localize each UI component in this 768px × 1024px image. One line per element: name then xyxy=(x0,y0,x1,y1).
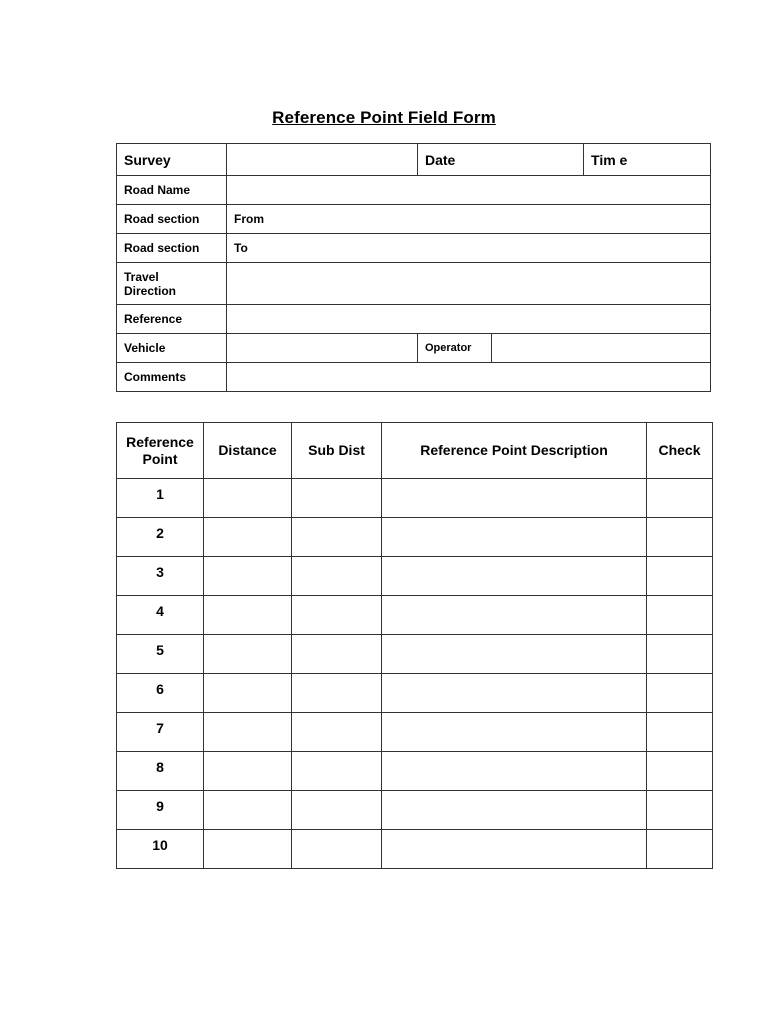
travel-direction-label-line1: Travel xyxy=(124,269,159,284)
table-row xyxy=(117,479,713,518)
distance-cell[interactable] xyxy=(204,713,292,752)
check-cell[interactable] xyxy=(647,830,713,869)
time-label: Tim e xyxy=(584,144,711,176)
description-cell[interactable] xyxy=(382,713,647,752)
vehicle-field[interactable] xyxy=(227,334,418,363)
reference-points-table xyxy=(116,422,713,869)
table-row xyxy=(117,635,713,674)
table-row xyxy=(117,596,713,635)
vehicle-label: Vehicle xyxy=(117,334,227,363)
survey-label: Survey xyxy=(117,144,227,176)
travel-direction-field[interactable] xyxy=(227,263,711,305)
reference-point-number: 4 xyxy=(117,596,204,635)
road-section-from-label: Road section xyxy=(117,205,227,234)
check-cell[interactable] xyxy=(647,635,713,674)
description-cell[interactable] xyxy=(382,557,647,596)
check-cell[interactable] xyxy=(647,596,713,635)
check-cell[interactable] xyxy=(647,518,713,557)
description-header: Reference Point Description xyxy=(382,423,647,479)
road-section-from-field[interactable]: From xyxy=(227,205,711,234)
table-row xyxy=(117,830,713,869)
reference-point-number: 6 xyxy=(117,674,204,713)
reference-point-header-line2: Point xyxy=(142,450,178,467)
road-section-to-label: Road section xyxy=(117,234,227,263)
date-label: Date xyxy=(418,144,584,176)
distance-cell[interactable] xyxy=(204,635,292,674)
operator-field[interactable] xyxy=(492,334,711,363)
sub-dist-cell[interactable] xyxy=(292,830,382,869)
distance-cell[interactable] xyxy=(204,674,292,713)
distance-cell[interactable] xyxy=(204,557,292,596)
sub-dist-cell[interactable] xyxy=(292,518,382,557)
distance-cell[interactable] xyxy=(204,518,292,557)
table-row xyxy=(117,752,713,791)
travel-direction-label-line2: Direction xyxy=(124,283,177,298)
distance-cell[interactable] xyxy=(204,830,292,869)
table-row xyxy=(117,518,713,557)
survey-field[interactable] xyxy=(227,144,418,176)
page-title: Reference Point Field Form xyxy=(272,108,496,127)
table-row xyxy=(117,674,713,713)
check-header: Check xyxy=(647,423,713,479)
reference-label: Reference xyxy=(117,305,227,334)
description-cell[interactable] xyxy=(382,830,647,869)
description-cell[interactable] xyxy=(382,596,647,635)
check-cell[interactable] xyxy=(647,479,713,518)
distance-header: Distance xyxy=(204,423,292,479)
road-section-to-field[interactable]: To xyxy=(227,234,711,263)
check-cell[interactable] xyxy=(647,752,713,791)
table-row xyxy=(117,791,713,830)
reference-point-number: 10 xyxy=(117,830,204,869)
description-cell[interactable] xyxy=(382,479,647,518)
distance-cell[interactable] xyxy=(204,596,292,635)
reference-point-number: 9 xyxy=(117,791,204,830)
distance-cell[interactable] xyxy=(204,752,292,791)
distance-cell[interactable] xyxy=(204,791,292,830)
description-cell[interactable] xyxy=(382,635,647,674)
distance-cell[interactable] xyxy=(204,479,292,518)
comments-label: Comments xyxy=(117,363,227,392)
description-cell[interactable] xyxy=(382,674,647,713)
sub-dist-cell[interactable] xyxy=(292,596,382,635)
reference-point-number: 7 xyxy=(117,713,204,752)
sub-dist-cell[interactable] xyxy=(292,557,382,596)
table-row xyxy=(117,557,713,596)
road-name-label: Road Name xyxy=(117,176,227,205)
reference-point-number: 1 xyxy=(117,479,204,518)
road-name-field[interactable] xyxy=(227,176,711,205)
reference-point-header xyxy=(117,423,204,479)
reference-field[interactable] xyxy=(227,305,711,334)
reference-points-body xyxy=(117,479,713,869)
check-cell[interactable] xyxy=(647,557,713,596)
check-cell[interactable] xyxy=(647,674,713,713)
description-cell[interactable] xyxy=(382,791,647,830)
check-cell[interactable] xyxy=(647,713,713,752)
description-cell[interactable] xyxy=(382,752,647,791)
sub-dist-cell[interactable] xyxy=(292,791,382,830)
sub-dist-cell[interactable] xyxy=(292,479,382,518)
travel-direction-label xyxy=(117,263,227,305)
survey-info-table xyxy=(116,143,711,392)
reference-point-number: 2 xyxy=(117,518,204,557)
sub-dist-cell[interactable] xyxy=(292,713,382,752)
sub-dist-header: Sub Dist xyxy=(292,423,382,479)
reference-point-number: 3 xyxy=(117,557,204,596)
sub-dist-cell[interactable] xyxy=(292,752,382,791)
description-cell[interactable] xyxy=(382,518,647,557)
reference-point-header-line1: Reference xyxy=(126,433,194,450)
sub-dist-cell[interactable] xyxy=(292,635,382,674)
operator-label: Operator xyxy=(418,334,492,363)
table-row xyxy=(117,713,713,752)
check-cell[interactable] xyxy=(647,791,713,830)
reference-point-number: 8 xyxy=(117,752,204,791)
comments-field[interactable] xyxy=(227,363,711,392)
reference-point-number: 5 xyxy=(117,635,204,674)
sub-dist-cell[interactable] xyxy=(292,674,382,713)
